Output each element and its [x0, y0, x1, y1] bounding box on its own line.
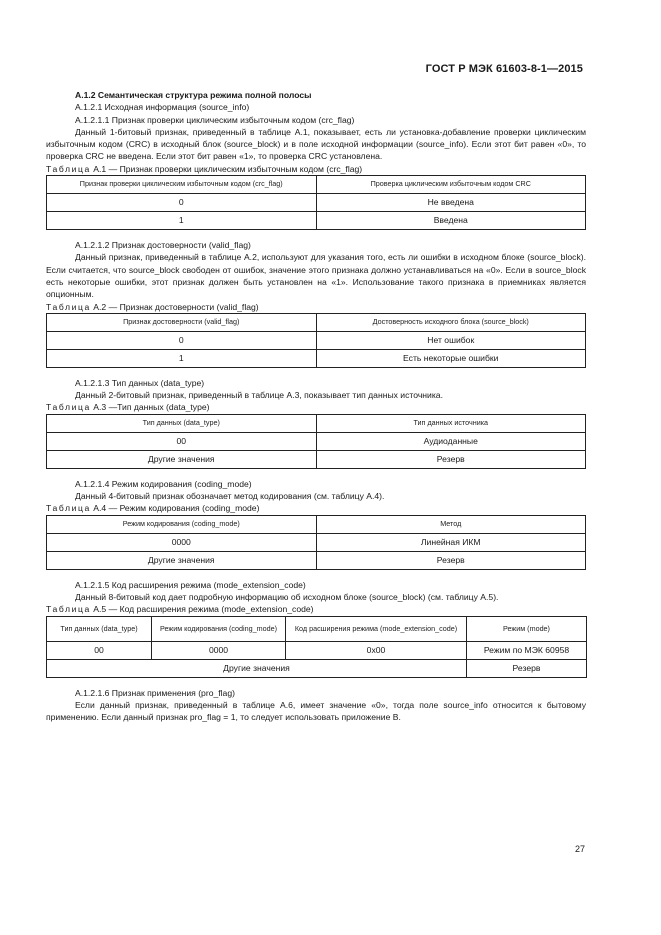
table-cell: Резерв [316, 450, 586, 468]
table-cell: 1 [47, 349, 317, 367]
table-valid-flag [46, 313, 586, 368]
paragraph: Если данный признак, приведенный в таблице А.6, имеет значение «0», тогда поле source_info относится к бытовому применению. Если данный признак pro_flag = 1, то следует использовать приложение В. [46, 699, 586, 723]
caption-text: А.2 — Признак достоверности (valid_flag) [93, 301, 259, 312]
table-cell: 0x00 [286, 641, 467, 659]
table-header: Признак достоверности (valid_flag) [47, 313, 317, 331]
caption-text: А.4 — Режим кодирования (coding_mode) [93, 503, 260, 514]
table-cell: Режим по МЭК 60958 [467, 641, 587, 659]
table-mode-extension-code [46, 616, 587, 678]
caption-text: А.3 —Тип данных (data_type) [93, 402, 210, 413]
table-header: Режим кодирования (coding_mode) [47, 515, 317, 533]
table-data-type [46, 414, 586, 469]
table-caption [46, 502, 586, 514]
table-cell: 1 [47, 212, 317, 230]
paragraph: Данный 1-битовый признак, приведенный в таблице А.1, показывает, есть ли установка-добавление проверки циклическим избыточным кодом (CRC) в исходный блок (source_block) и в поле исходной информации (source_info). Если этот бит равен «0», то проверка CRC не введена. Если этот бит равен «1», то проверка CRC установлена. [46, 126, 586, 162]
paragraph: А.1.2.1 Исходная информация (source_info) [75, 102, 250, 113]
table-cell: Не введена [316, 194, 586, 212]
paragraph: А.1.2.1.2 Признак достоверности (valid_flag) [75, 240, 251, 251]
table-header: Режим (mode) [467, 616, 587, 641]
table-cell: 0000 [47, 533, 317, 551]
table-cell: 0 [47, 331, 317, 349]
table-cell: 00 [47, 432, 317, 450]
page-content [46, 89, 586, 723]
table-header: Тип данных (data_type) [47, 414, 317, 432]
caption-text: А.5 — Код расширения режима (mode_extension_code) [93, 604, 314, 615]
table-cell: 0000 [152, 641, 286, 659]
paragraph: А.1.2.1.4 Режим кодирования (coding_mode) [75, 478, 252, 489]
table-coding-mode [46, 515, 586, 570]
table-cell: 0 [47, 194, 317, 212]
section-title: А.1.2 Семантическая структура режима полной полосы [75, 90, 312, 100]
table-header: Тип данных (data_type) [47, 616, 152, 641]
paragraph: А.1.2.1.3 Тип данных (data_type) [75, 377, 205, 388]
document-id: ГОСТ Р МЭК 61603-8-1—2015 [425, 63, 583, 75]
paragraph: А.1.2.1.5 Код расширения режима (mode_extension_code) [75, 579, 306, 590]
paragraph: Данный 2-битовый признак, приведенный в таблице А.3, показывает тип данных источника. [75, 390, 443, 401]
caption-label: Таблица [46, 301, 91, 312]
table-cell: Нет ошибок [316, 331, 586, 349]
table-cell: Другие значения [47, 551, 317, 569]
table-cell: Другие значения [47, 450, 317, 468]
caption-label: Таблица [46, 503, 91, 514]
table-cell: Аудиоданные [316, 432, 586, 450]
paragraph: Данный 4-битовый признак обозначает метод кодирования (см. таблицу А.4). [75, 491, 385, 502]
table-header: Достоверность исходного блока (source_block) [316, 313, 586, 331]
table-header: Тип данных источника [316, 414, 586, 432]
table-cell: Другие значения [47, 659, 467, 677]
paragraph: Данный 8-битовый код дает подробную информацию об исходном блоке (source_block) (см. таблицу А.5). [75, 591, 499, 602]
paragraph: А.1.2.1.1 Признак проверки циклическим избыточным кодом (crc_flag) [75, 114, 355, 125]
caption-label: Таблица [46, 402, 91, 413]
table-cell: Линейная ИКМ [316, 533, 586, 551]
paragraph: Данный признак, приведенный в таблице А.2, используют для указания того, есть ли ошибки в исходном блоке (source_block). Если считается, что source_block свободен от ошибок, значение этого признака должно устанавливаться на «0». Если в source_block есть некоторые ошибки, этот признак должен быть установлен на «1». Использование такого признака в приемниках является опционным. [46, 252, 586, 300]
table-cell: Введена [316, 212, 586, 230]
table-header: Проверка циклическим избыточным кодом CRC [316, 176, 586, 194]
table-caption [46, 163, 586, 175]
table-header: Признак проверки циклическим избыточным кодом (crc_flag) [47, 176, 317, 194]
table-cell: 00 [47, 641, 152, 659]
table-header: Метод [316, 515, 586, 533]
table-cell: Резерв [316, 551, 586, 569]
table-cell: Резерв [467, 659, 587, 677]
table-cell: Есть некоторые ошибки [316, 349, 586, 367]
page-number: 27 [574, 844, 585, 854]
table-crc-flag [46, 175, 586, 230]
paragraph: А.1.2.1.6 Признак применения (pro_flag) [75, 687, 235, 698]
table-caption [46, 401, 586, 413]
caption-text: А.1 — Признак проверки циклическим избыточным кодом (crc_flag) [93, 163, 363, 174]
table-header: Код расширения режима (mode_extension_code) [286, 616, 467, 641]
caption-label: Таблица [46, 604, 91, 615]
table-caption [46, 301, 586, 313]
table-header: Режим кодирования (coding_mode) [152, 616, 286, 641]
table-caption [46, 603, 586, 615]
caption-label: Таблица [46, 163, 91, 174]
